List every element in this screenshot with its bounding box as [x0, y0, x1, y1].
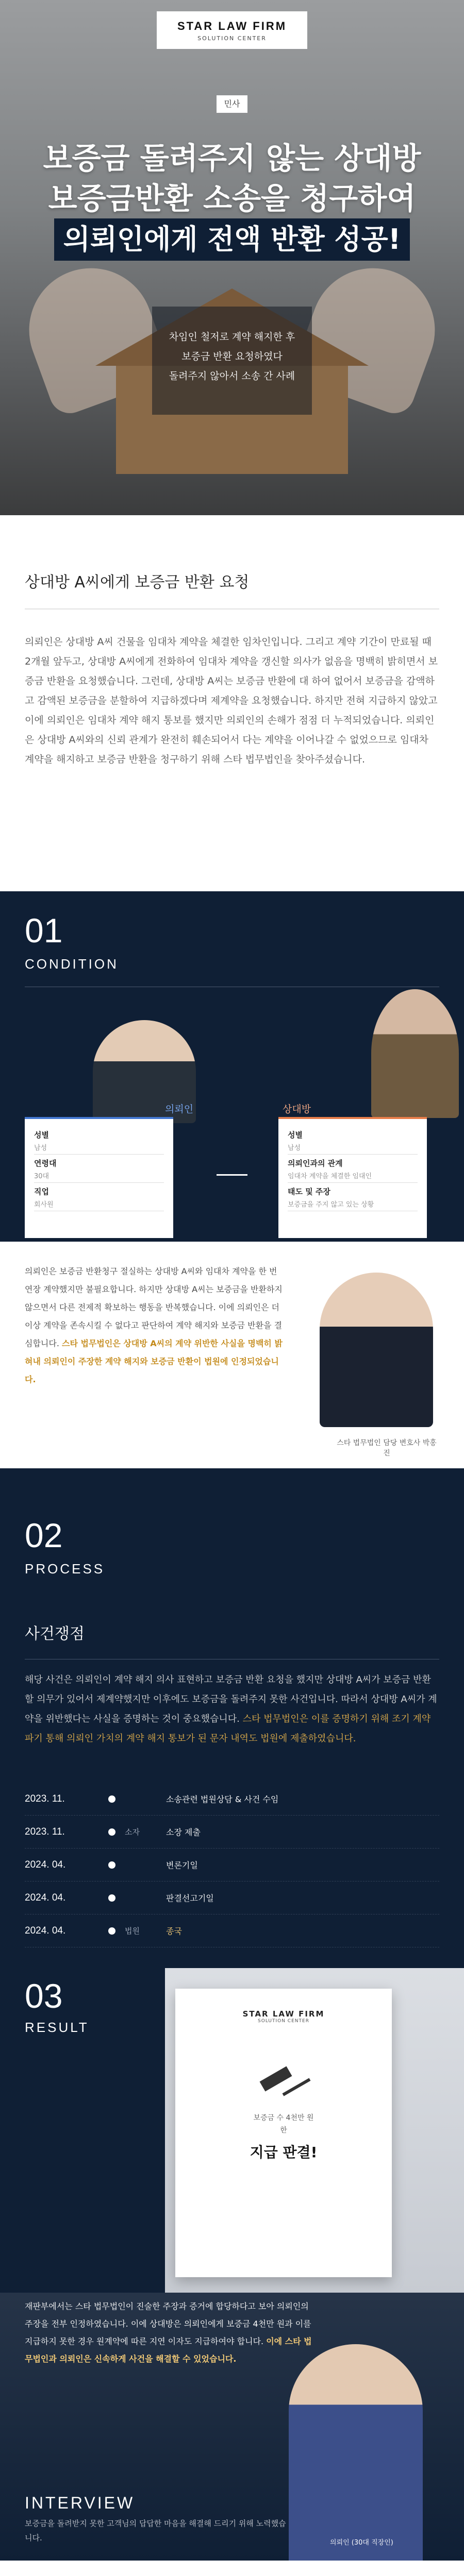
timeline-date: 2023. 11.	[25, 1793, 65, 1804]
field-value: 남성	[34, 1144, 47, 1152]
hero-logo	[0, 11, 464, 49]
timeline-desc: 소장 제출	[166, 1827, 201, 1837]
logo-text: STAR LAW FIRM	[177, 20, 287, 32]
process-heading: 사건쟁점	[25, 1621, 439, 1659]
opponent-role-label: 상대방	[283, 1104, 311, 1115]
lawyer-caption: 스타 법무법인 담당 변호사 박홍진	[337, 1439, 437, 1458]
section-number: 01	[25, 911, 63, 950]
doc-line: 보증금 수 4천만 원	[253, 2114, 314, 2122]
field-value: 30대	[34, 1173, 49, 1180]
timeline-row	[25, 1849, 439, 1882]
interview-body: 재판부에서는 스타 법무법인이 진술한 주장과 증거에 합당하다고 보아 의뢰인의 주장을 전부 인정하였습니다. 이에 상대방은 의뢰인에게 보증금 4천만 원과 이를 지급하지 못한 경우 원계약에 따른 지연 이자도 지급하여야 합니다.	[25, 2301, 311, 2346]
hero-summary-line: 돌려주지 않아서 소송 간 사례	[169, 370, 295, 382]
process-section	[0, 1468, 464, 1968]
intro-body: 의뢰인은 상대방 A씨 건물을 임대차 계약을 체결한 임차인입니다. 그리고 계약 기간이 만료될 때 2개월 앞두고, 상대방 A씨에게 전화하여 임대차 계약을 갱신할 의사가 없음을 명백히 밝히면서 보증금 반환을 요청했습니다. 그런데, 상대방 A씨는 보증금 반환에 대 하여 없어서 보증금을 감액하고 감액된 보증금을 분할하여 지급하겠다며 제계약을 요청했습니다. 하지만 전혀 지급하지 않았고 이에 의뢰인은 임대차 계약 해지 통보를 했지만 의뢰인의 손해가 점점 더 누적되었습니다. 의뢰인은 상대방 A씨와의 신뢰 관계가 완전히 훼손되어서 다는 계약을 이어나갈 수 없었으므로 임대차 계약을 해지하고 보증금 반환을 청구하기 위해 스타 법무법인을 찾아주셨습니다.	[25, 636, 438, 765]
timeline-desc: 변론기일	[166, 1860, 198, 1870]
narrative-text	[25, 1262, 288, 1388]
timeline-tag: 소자	[125, 1827, 140, 1837]
hero-title-line3	[0, 218, 464, 261]
hero-summary-line: 차임인 철저로 계약 해지한 후	[169, 331, 295, 343]
doc-logo: STAR LAW FIRM	[242, 2009, 325, 2019]
verdict-document	[175, 1989, 392, 2277]
opponent-figure	[371, 989, 459, 1118]
timeline-desc: 판결선고기일	[166, 1893, 214, 1903]
doc-verdict: 지급 판결!	[250, 2144, 318, 2161]
condition-section	[0, 891, 464, 1242]
timeline	[25, 1783, 439, 1947]
interview-highlight: 이에 스타 법무법인과 의뢰인은 신속하게 사건을 해결할 수 있었습니다.	[25, 2336, 312, 2364]
client-role-label: 의뢰인	[165, 1104, 194, 1115]
doc-logo-sub: SOLUTION CENTER	[258, 2019, 309, 2024]
lawyer-photo	[320, 1273, 433, 1427]
timeline-row	[25, 1914, 439, 1947]
field-label: 태도 및 주장	[288, 1187, 330, 1196]
section-name: PROCESS	[25, 1561, 105, 1577]
timeline-dot-icon	[108, 1894, 115, 1902]
doc-line: 한	[280, 2126, 287, 2134]
hero-title-line2: 보증금반환 소송을 청구하여	[48, 181, 416, 216]
section-name: CONDITION	[25, 956, 119, 972]
timeline-dot-icon	[108, 1861, 115, 1869]
intro-section	[0, 515, 464, 891]
hero-section	[0, 0, 464, 515]
field-value: 남성	[288, 1144, 301, 1152]
hero-title	[0, 138, 464, 261]
client-photo	[289, 2344, 423, 2561]
timeline-dot-icon	[108, 1828, 115, 1836]
hero-summary-line: 보증금 반환 요청하였다	[181, 351, 283, 362]
interview-section	[0, 2293, 464, 2561]
timeline-row	[25, 1882, 439, 1914]
timeline-tag: 법원	[125, 1926, 140, 1936]
narrative-highlight: 스타 법무법인은 상대방 A씨의 계약 위반한 사실을 명백히 밝혀내 의뢰인이 주장한 계약 해지와 보증금 반환이 법원에 인정되었습니다.	[25, 1338, 283, 1384]
timeline-desc: 종국	[166, 1926, 182, 1936]
field-value: 보증금을 주지 않고 있는 상황	[288, 1201, 374, 1209]
result-section	[0, 1968, 464, 2293]
gavel-icon	[255, 2070, 312, 2101]
timeline-dot-icon	[108, 1795, 115, 1803]
client-caption: 의뢰인 (30대 직장인)	[330, 2539, 393, 2547]
field-label: 직업	[34, 1187, 49, 1196]
section-number: 03	[25, 1977, 63, 2015]
client-card	[25, 1117, 173, 1238]
field-label: 성별	[34, 1130, 49, 1140]
timeline-row	[25, 1816, 439, 1849]
field-label: 연령대	[34, 1159, 57, 1168]
logo-subtitle: SOLUTION CENTER	[197, 35, 267, 42]
interview-text	[25, 2298, 313, 2368]
field-label: 성별	[288, 1130, 303, 1140]
hero-summary-box	[152, 307, 312, 415]
narrative-body: 의뢰인은 보증금 반환청구 절실하는 상대방 A씨와 임대차 계약을 한 번 연장 계약했지만 불필요합니다. 하지만 상대방 A씨는 보증금을 반환하지 않으면서 다른 전제적 확보하는 행동을 반복했습니다. 이에 의뢰인은 더 이상 계약을 존속시킬 수 없다고 판단하여 계약 해지와 보증금 반환을 결심합니다.	[25, 1266, 283, 1348]
field-value: 회사원	[34, 1201, 54, 1209]
opponent-card	[278, 1117, 427, 1238]
result-side-panel	[0, 1968, 165, 2293]
process-text	[25, 1670, 439, 1749]
timeline-row	[25, 1783, 439, 1816]
field-value: 임대차 계약을 체결한 임대인	[288, 1173, 372, 1180]
hero-title-line1: 보증금 돌려주지 않는 상대방	[43, 141, 421, 176]
section-name: RESULT	[25, 2020, 89, 2035]
timeline-desc: 소송관련 법원상담 & 사건 수임	[166, 1794, 279, 1804]
category-tag: 민사	[217, 95, 247, 113]
interview-title: INTERVIEW	[25, 2494, 135, 2512]
narrative-section	[0, 1242, 464, 1468]
section-number: 02	[25, 1516, 63, 1554]
timeline-dot-icon	[108, 1927, 115, 1935]
intro-heading: 상대방 A씨에게 보증금 반환 요청	[25, 569, 439, 609]
interview-desc: 보증금을 돌려받지 못한 고객님의 답답한 마음을 해결해 드리기 위해 노력했습니다.	[25, 2519, 286, 2543]
process-highlight: 스타 법무법인은 이를 증명하기 위해 조기 계약파기 통해 의뢰인 가치의 계약 해지 통보가 된 문자 내역도 법원에 제출하였습니다.	[25, 1714, 431, 1744]
timeline-date: 2024. 04.	[25, 1925, 66, 1936]
vs-arrow-icon	[217, 1170, 247, 1181]
hero-title-highlight: 의뢰인에게 전액 반환 성공!	[54, 218, 410, 261]
qa-section	[0, 2561, 464, 2576]
process-body: 해당 사건은 의뢰인이 계약 해지 의사 표현하고 보증금 반환 요청을 했지만 상대방 A씨가 보증금 반환할 의무가 있어서 제계약했지만 이후에도 보증금을 돌려주지 못한 사건입니다. 따라서 상대방 A씨가 계약을 위반했다는 사실을 증명하는 것이 중요했습니다.	[25, 1674, 437, 1724]
timeline-date: 2024. 04.	[25, 1859, 66, 1870]
timeline-date: 2023. 11.	[25, 1826, 65, 1837]
field-label: 의뢰인과의 관계	[288, 1159, 343, 1168]
timeline-date: 2024. 04.	[25, 1892, 66, 1903]
